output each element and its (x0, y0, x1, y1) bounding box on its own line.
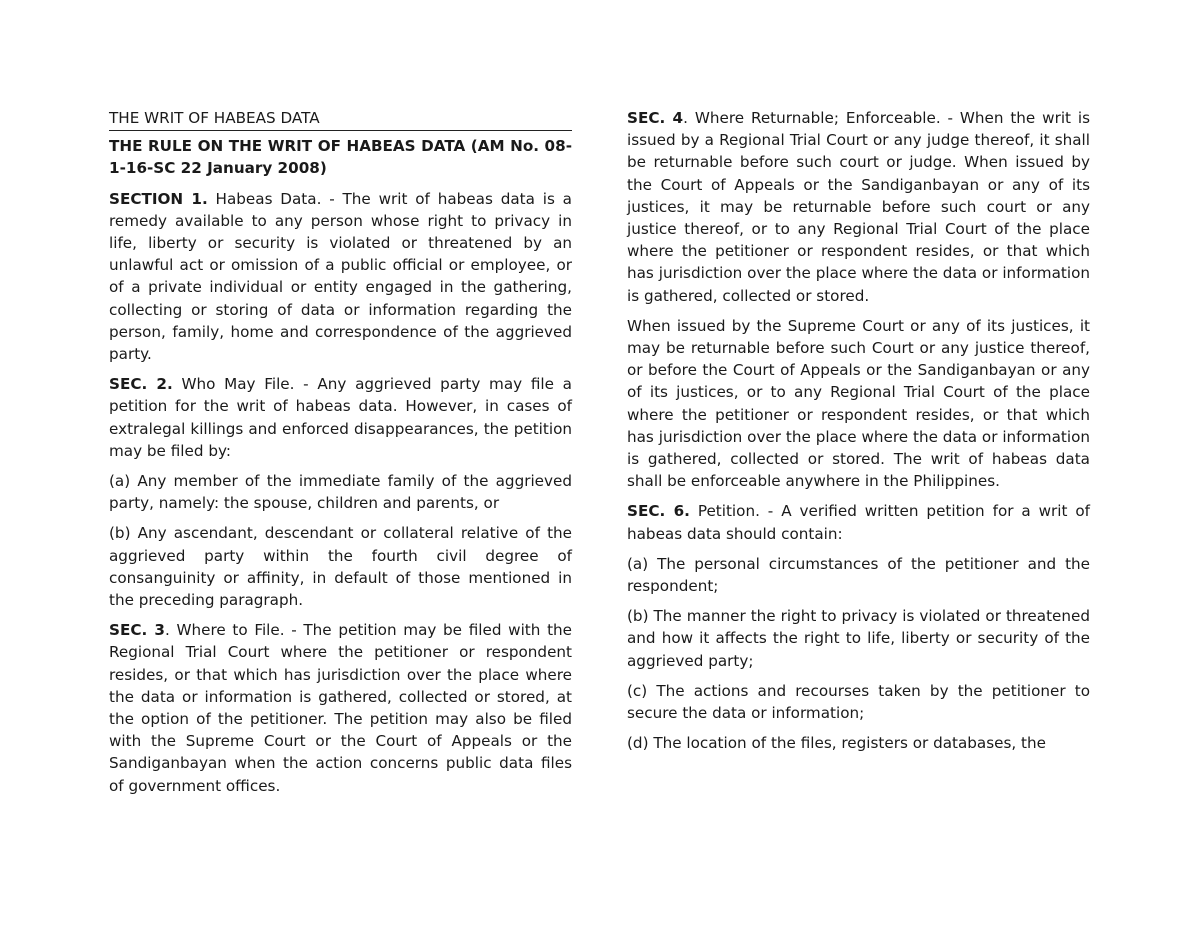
document-subtitle: THE RULE ON THE WRIT OF HABEAS DATA (AM No. 08-1-16-SC 22 January 2008) (109, 137, 572, 178)
section-3 (109, 619, 572, 797)
section-6-item-c: (c) The actions and recourses taken by the petitioner to secure the data or information; (627, 681, 1090, 723)
section-6-item-a: (a) The personal circumstances of the petitioner and the respondent; (627, 554, 1090, 596)
section-3-text: . Where to File. - The petition may be filed with the Regional Trial Court where the petitioner or respondent resides, or that which has jurisdiction over the place where the data or information is gathered, collected or stored, at the option of the petitioner. The petition may also be filed with the Supreme Court or the Court of Appeals or the Sandiganbayan when the action concerns public data files of government offices. (109, 621, 572, 795)
section-6-label: SEC. 6. (627, 502, 690, 521)
section-4-label: SEC. 4 (627, 109, 684, 127)
section-2-item-b: (b) Any ascendant, descendant or collateral relative of the aggrieved party within the fourth civil degree of consanguinity or affinity, in default of those mentioned in the preceding paragraph. (109, 524, 572, 610)
section-4 (627, 107, 1090, 307)
section-6-item-d: (d) The location of the files, registers or databases, the (627, 734, 1046, 753)
section-2-item-a: (a) Any member of the immediate family of the aggrieved party, namely: the spouse, children and parents, or (109, 472, 572, 513)
document-title: THE WRIT OF HABEAS DATA (109, 107, 572, 131)
section-1-text: Habeas Data. - The writ of habeas data is a remedy available to any person whose right to privacy in life, liberty or security is violated or threatened by an unlawful act or omission of a public official or employee, or of a private individual or entity engaged in the gathering, collecting or storing of data or information regarding the person, family, home and correspondence of the aggrieved party. (109, 189, 572, 364)
section-6 (627, 500, 1090, 544)
section-2-text: Who May File. - Any aggrieved party may file a petition for the writ of habeas data. However, in cases of extralegal killings and enforced disappearances, the petition may be filed by: (109, 375, 572, 460)
section-3-label: SEC. 3 (109, 621, 165, 640)
section-6-text: Petition. - A verified written petition for a writ of habeas data should contain: (627, 502, 1090, 543)
section-2 (109, 373, 572, 462)
section-4-paragraph-2: When issued by the Supreme Court or any of its justices, it may be returnable before such Court or any justice thereof, or before the Court of Appeals or the Sandiganbayan or any of its justices, or to any Regional Trial Court of the place where the petitioner or respondent resides, or that which has jurisdiction over the place where the data or information is gathered, collected or stored. The writ of habeas data shall be enforceable anywhere in the Philippines. (627, 316, 1090, 491)
section-4-text: . Where Returnable; Enforceable. - When the writ is issued by a Regional Trial Court or any judge thereof, it shall be returnable before such court or judge. When issued by the Court of Appeals or the Sandiganbayan or any of its justices, it may be returnable before such court or any justice thereof, or to any Regional Trial Court of the place where the petitioner or respondent resides, or that which has jurisdiction over the place where the data or information is gathered, collected or stored. (627, 109, 1090, 305)
section-1 (109, 188, 572, 366)
section-1-label: SECTION 1. (109, 189, 208, 208)
section-2-label: SEC. 2. (109, 375, 173, 394)
left-column (109, 107, 572, 805)
right-column (627, 107, 1090, 762)
section-6-item-b: (b) The manner the right to privacy is violated or threatened and how it affects the right to life, liberty or security of the aggrieved party; (627, 607, 1090, 670)
